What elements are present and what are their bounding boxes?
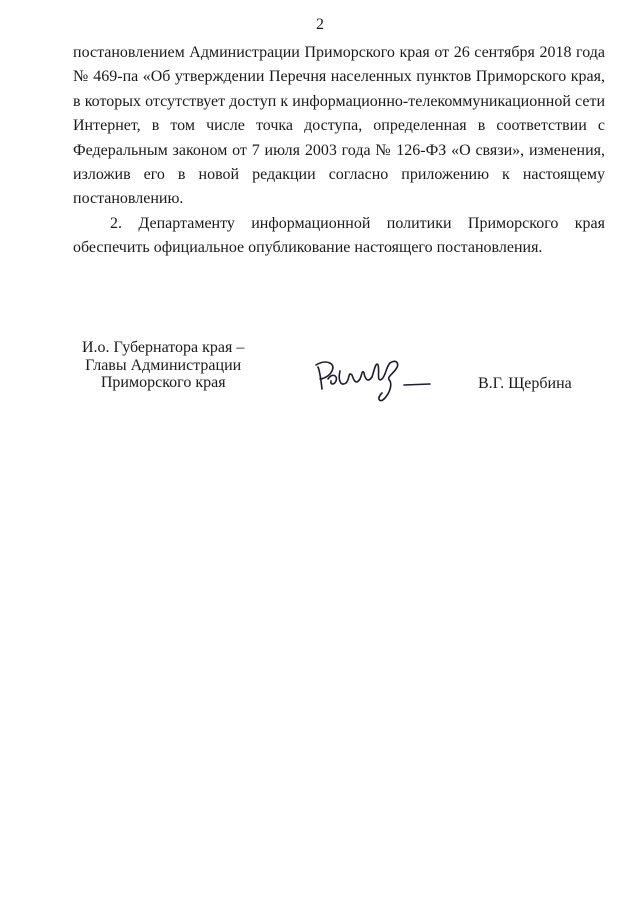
paragraph-item-2: 2. Департаменту информационной политики Приморского края обеспечить официальное опубликование настоящего постановления. [73,214,605,257]
position-line-2: Главы Администрации [85,356,242,374]
position-line-3: Приморского края [100,374,226,391]
document-body [73,41,605,261]
paragraph-continuation: постановлением Администрации Приморского края от 26 сентября 2018 года № 469-па «Об утверждении Перечня населенных пунктов Приморского края, в которых отсутствует доступ к информационно-телекоммуникационной сети Интернет, в том числе точка доступа, определенная в соответствии с Федеральным законом от 7 июля 2003 года № 126-ФЗ «О связи», изменения, изложив его в новой редакции согласно приложению к настоящему постановлению. [73,44,605,208]
page-number: 2 [316,16,324,33]
signature-stroke [339,371,372,384]
signature-stroke [404,384,430,385]
signer-name: В.Г. Щербина [478,375,572,392]
signature-stroke [372,361,398,400]
signature-stroke [318,367,322,389]
signature-stroke [328,375,336,384]
signature-block [0,339,640,419]
handwritten-signature [312,349,442,405]
position-line-1: И.о. Губернатора края – [82,339,245,356]
signer-position [82,339,244,392]
